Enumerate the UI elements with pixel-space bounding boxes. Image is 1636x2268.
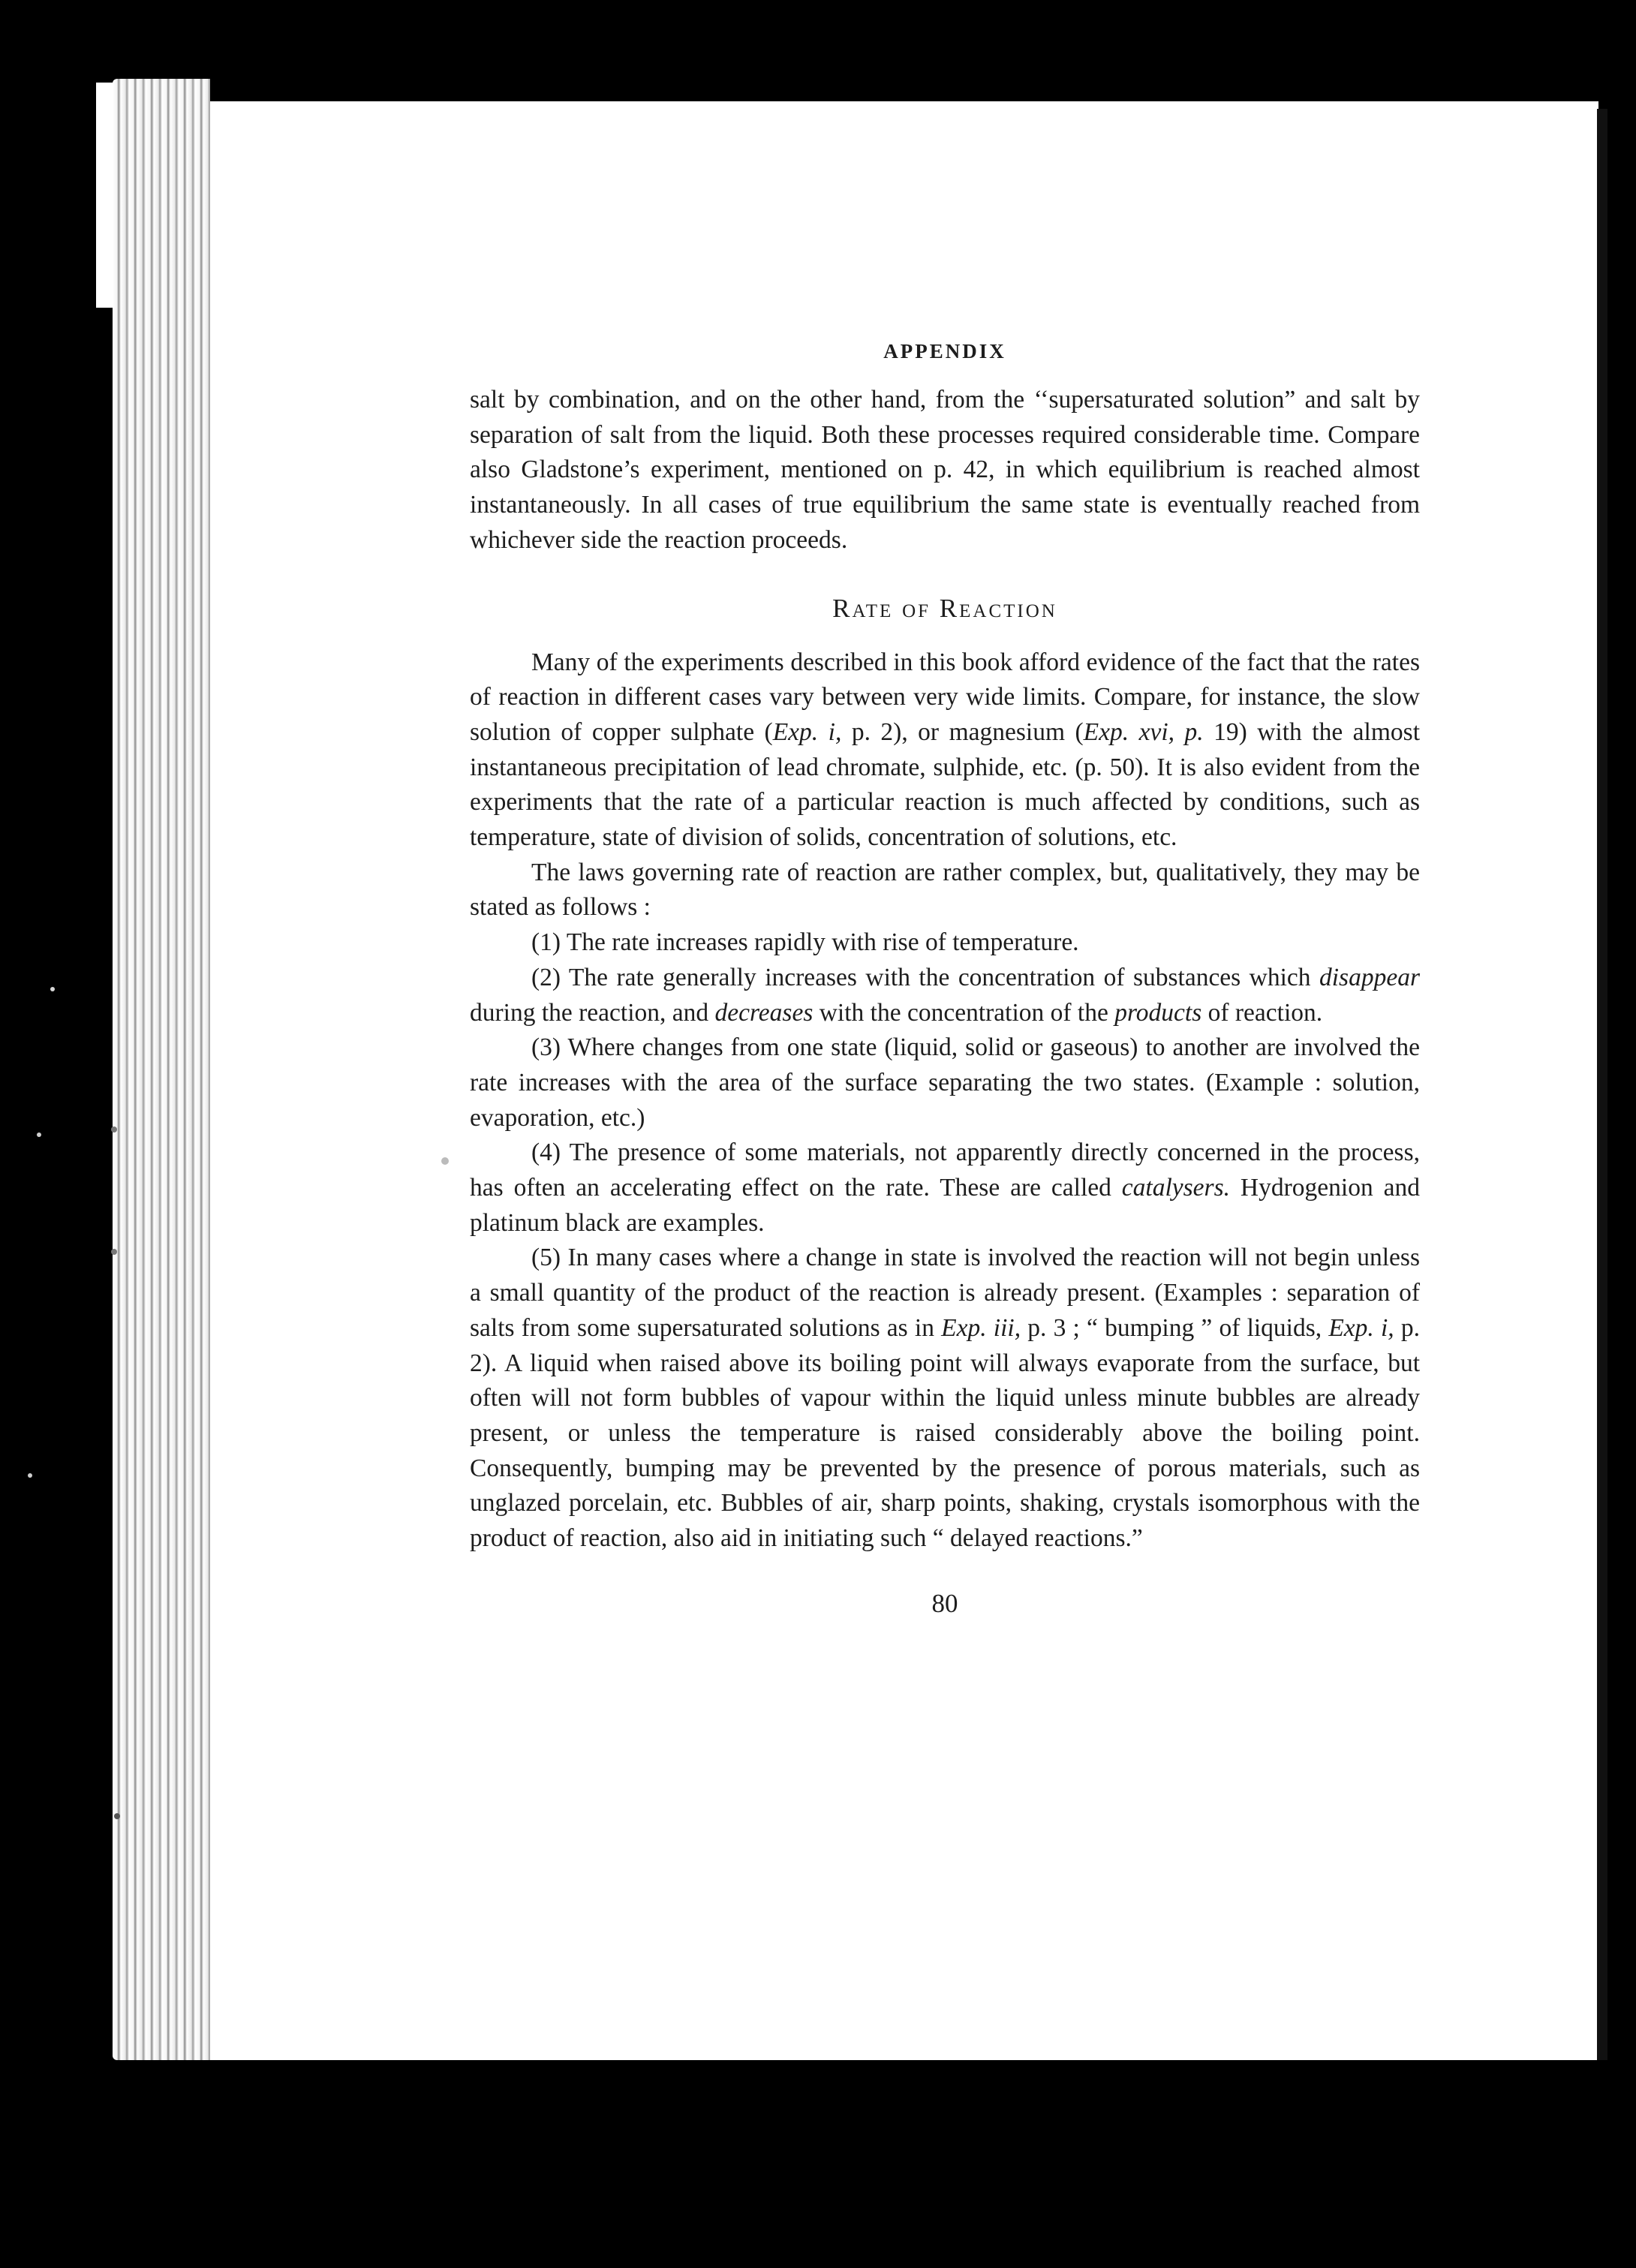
paragraph-rates: [470, 645, 1420, 856]
stacked-page-edges: [113, 79, 210, 2060]
text-span: during the reaction, and: [470, 998, 715, 1027]
list-item-2: [470, 961, 1420, 1030]
emphasis: catalysers.: [1121, 1174, 1231, 1202]
page-text-block: [470, 336, 1420, 1621]
list-item-4: [470, 1136, 1420, 1241]
exp-reference: Exp. i,: [1328, 1313, 1394, 1342]
text-span: p. 2), or magnesium (: [841, 717, 1084, 746]
text-span: (5) In many cases where a change in state is involved the reaction will not begin unless a small quantity of the product of the reaction is already present. (Examples : separation of salts from some supersaturated solutions as in: [470, 1244, 1420, 1342]
exp-reference: Exp. iii,: [941, 1313, 1021, 1342]
section-heading: Rate of Reaction: [832, 593, 1057, 623]
exp-reference: Exp. xvi, p.: [1083, 717, 1204, 746]
binding-shadow: [1597, 109, 1607, 2060]
text-span: Many of the experiments described in this book afford evidence of the fact that the rates of reaction in different cases vary between very wide limits. Compare, for instance, the slow solution of copper sulphate (: [470, 648, 1420, 746]
text-span: p. 2). A liquid when raised above its boiling point will always evaporate from the surface, but often will not form bubbles of vapour within the liquid unless minute bubbles are already present, or unless the temperature is raised considerably above the boiling point. Consequently, bumping may be prevented by the presence of porous materials, such as unglazed porcelain, etc. Bubbles of air, sharp points, shaking, crystals isomorphous with the product of reaction, also aid in initiating such “ delayed reactions.”: [470, 1313, 1421, 1553]
exp-reference: Exp. i,: [772, 717, 842, 746]
text-span: of reaction.: [1201, 998, 1323, 1027]
running-header: APPENDIX: [883, 340, 1006, 362]
intro-paragraph: salt by combination, and on the other hand, from the ‘‘supersaturated solution” and salt by separation of salt from the liquid. Both these processes required considerable time. Compare also Gladstone’s experiment, mentioned on p. 42, in which equilibrium is reached almost instantaneously. In all cases of true equilibrium the same state is eventually reached from whichever side the reaction proceeds.: [470, 386, 1420, 554]
text-span: with the concentration of the: [813, 998, 1115, 1027]
text-span: 19) with the almost instantaneous precipitation of lead chromate, sulphide, etc. (p. 50). It is also evident from the experiments that the rate of a particular reaction is much affected by conditions, such as temperature, state of division of solids, concentration of solutions, etc.: [470, 717, 1421, 852]
emphasis: disappear: [1319, 963, 1420, 991]
list-item-1: (1) The rate increases rapidly with rise of temperature.: [531, 928, 1079, 957]
emphasis: decreases: [714, 998, 813, 1027]
page-number: 80: [931, 1588, 958, 1618]
text-span: (2) The rate generally increases with the concentration of substances which: [531, 963, 1319, 991]
emphasis: products: [1114, 998, 1202, 1027]
text-span: Hydrogenion and platinum black are examples.: [470, 1174, 1420, 1237]
text-span: (4) The presence of some materials, not apparently directly concerned in the process, has often an accelerating effect on the rate. These are called: [470, 1139, 1420, 1202]
text-span: p. 3 ; “ bumping ” of liquids,: [1021, 1313, 1329, 1342]
list-item-3: (3) Where changes from one state (liquid, solid or gaseous) to another are involved the rate increases with the area of the surface separating the two states. (Example : solution, evaporation, etc.): [470, 1033, 1420, 1132]
list-item-5: [470, 1241, 1420, 1556]
paragraph-laws: The laws governing rate of reaction are rather complex, but, qualitatively, they may be stated as follows :: [470, 858, 1420, 922]
